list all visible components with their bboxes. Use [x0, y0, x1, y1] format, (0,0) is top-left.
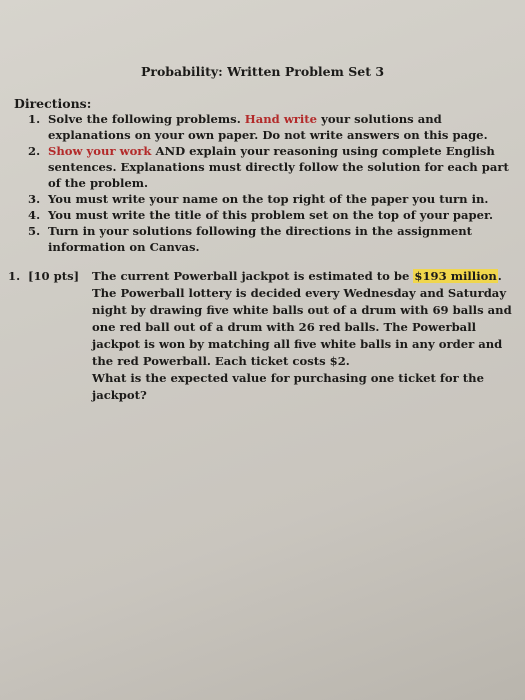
problem-number: 1. [8, 269, 21, 283]
problem-text-body: . The Powerball lottery is decided every Wednesday and Saturday night by drawing five white balls out of a drum with 69 balls and one red ball out of a drum with 26 red balls. The Powerball jackpot is won by matching all five white balls in any order and the red Powerball. Each ticket costs $2. [92, 269, 512, 368]
direction-text: Turn in your solutions following the directions in the assignment information on Canvas. [48, 224, 473, 254]
directions-heading: Directions: [14, 96, 92, 111]
problem-1 [8, 268, 518, 404]
direction-text: You must write your name on the top right of the paper you turn in. [48, 192, 489, 206]
page-title: Probability: Written Problem Set 3 [140, 64, 385, 79]
problem-text [92, 268, 517, 404]
direction-text: You must write the title of this problem set on the top of your paper. [48, 208, 494, 222]
direction-emphasis: Show your work [48, 144, 152, 158]
jackpot-highlight: $193 million [414, 269, 497, 283]
problem-text-intro: The current Powerball jackpot is estimated to be [92, 269, 414, 283]
direction-text: your solutions and explanations on your own paper. Do not write answers on this page. [48, 112, 488, 142]
direction-number: 5. [28, 224, 41, 238]
problem-question: What is the expected value for purchasing one ticket for the jackpot? [92, 371, 484, 402]
direction-text: AND explain your reasoning using complete English sentences. Explanations must directly follow the solution for each part of the problem. [48, 144, 509, 190]
problem-points: [10 pts] [28, 269, 80, 283]
direction-number: 1. [28, 112, 41, 126]
direction-item-5 [24, 223, 509, 255]
direction-emphasis: Hand write [244, 112, 318, 126]
direction-item-2 [24, 143, 509, 191]
direction-item-4 [24, 207, 509, 223]
direction-item-1 [24, 111, 509, 143]
direction-number: 3. [28, 192, 41, 206]
direction-number: 4. [28, 208, 41, 222]
direction-text: Solve the following problems. [48, 112, 245, 126]
direction-number: 2. [28, 144, 41, 158]
direction-item-3 [24, 191, 509, 207]
directions-list [24, 111, 509, 255]
